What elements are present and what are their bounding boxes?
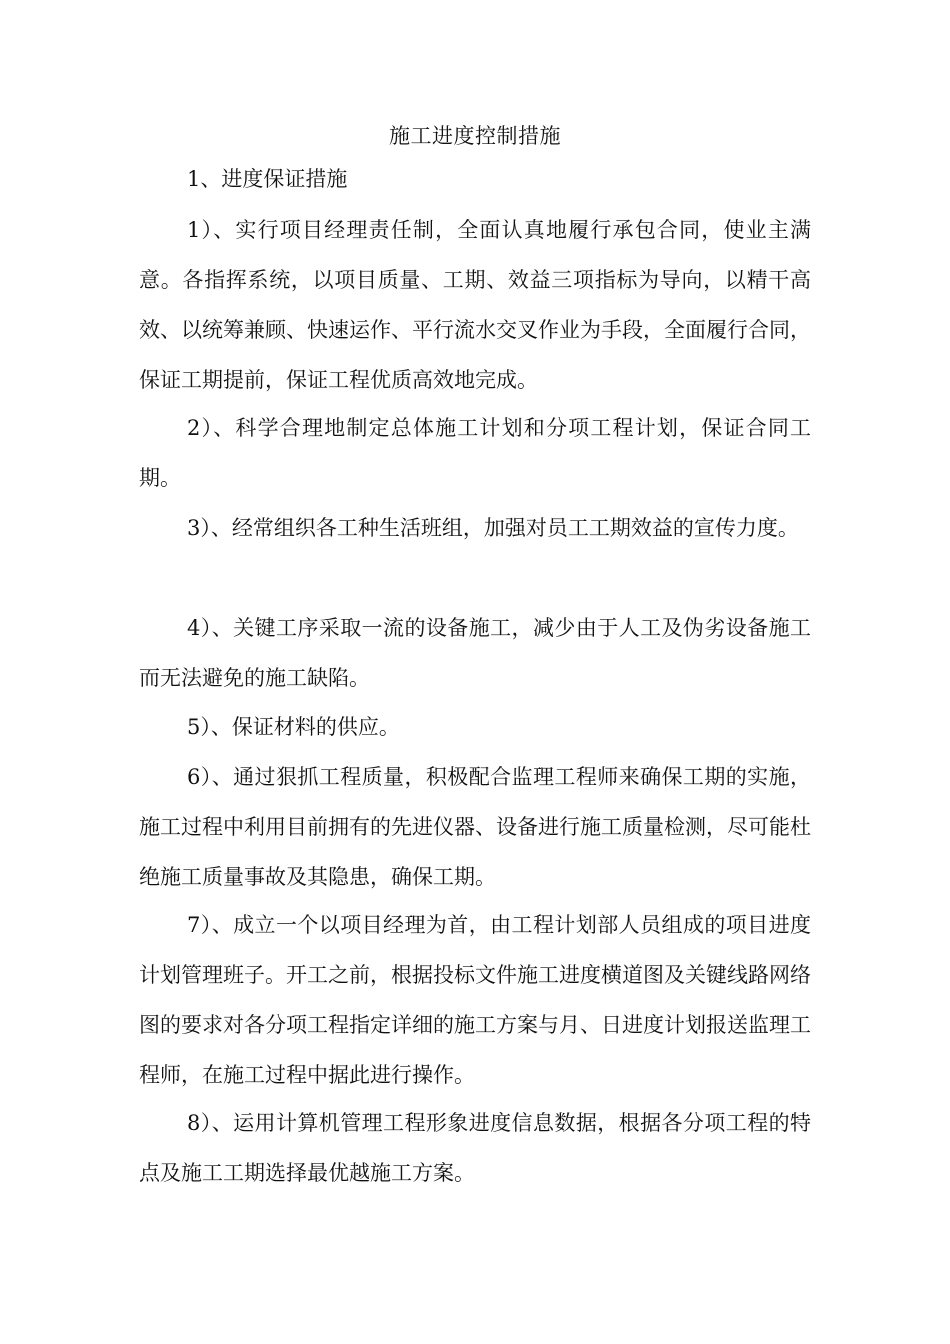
- paragraph-6: [139, 752, 811, 902]
- paragraph-text: 5）、保证材料的供应。: [187, 715, 400, 739]
- paragraph-2: [139, 403, 811, 503]
- section-heading: 1、进度保证措施: [187, 167, 348, 191]
- page-title: 施工进度控制措施: [389, 124, 561, 148]
- paragraph-text: 4）、关键工序采取一流的设备施工，减少由于人工及伪劣设备施工而无法避免的施工缺陷。: [139, 616, 811, 690]
- paragraph-7: [139, 900, 811, 1100]
- paragraph-text: 1）、实行项目经理责任制，全面认真地履行承包合同，使业主满意。各指挥系统，以项目质量、工期、效益三项指标为导向，以精干高效、以统筹兼顾、快速运作、平行流水交叉作业为手段，全面履行合同，保证工期提前，保证工程优质高效地完成。: [139, 218, 811, 392]
- paragraph-text: 7）、成立一个以项目经理为首，由工程计划部人员组成的项目进度计划管理班子。开工之前，根据投标文件施工进度横道图及关键线路网络图的要求对各分项工程指定详细的施工方案与月、日进度计划报送监理工程师，在施工过程中据此进行操作。: [139, 913, 811, 1087]
- paragraph-3: [139, 503, 811, 553]
- paragraph-text: 3）、经常组织各工种生活班组，加强对员工工期效益的宣传力度。: [187, 516, 799, 540]
- paragraph-text: 8）、运用计算机管理工程形象进度信息数据，根据各分项工程的特点及施工工期选择最优越施工方案。: [139, 1111, 811, 1185]
- paragraph-4: [139, 603, 811, 703]
- paragraph-1: [139, 205, 811, 405]
- paragraph-text: 6）、通过狠抓工程质量，积极配合监理工程师来确保工期的实施，施工过程中利用目前拥有的先进仪器、设备进行施工质量检测，尽可能杜绝施工质量事故及其隐患，确保工期。: [139, 765, 811, 889]
- paragraph-text: 2）、科学合理地制定总体施工计划和分项工程计划，保证合同工期。: [139, 416, 811, 490]
- paragraph-8: [139, 1098, 811, 1198]
- paragraph-5: [139, 702, 811, 752]
